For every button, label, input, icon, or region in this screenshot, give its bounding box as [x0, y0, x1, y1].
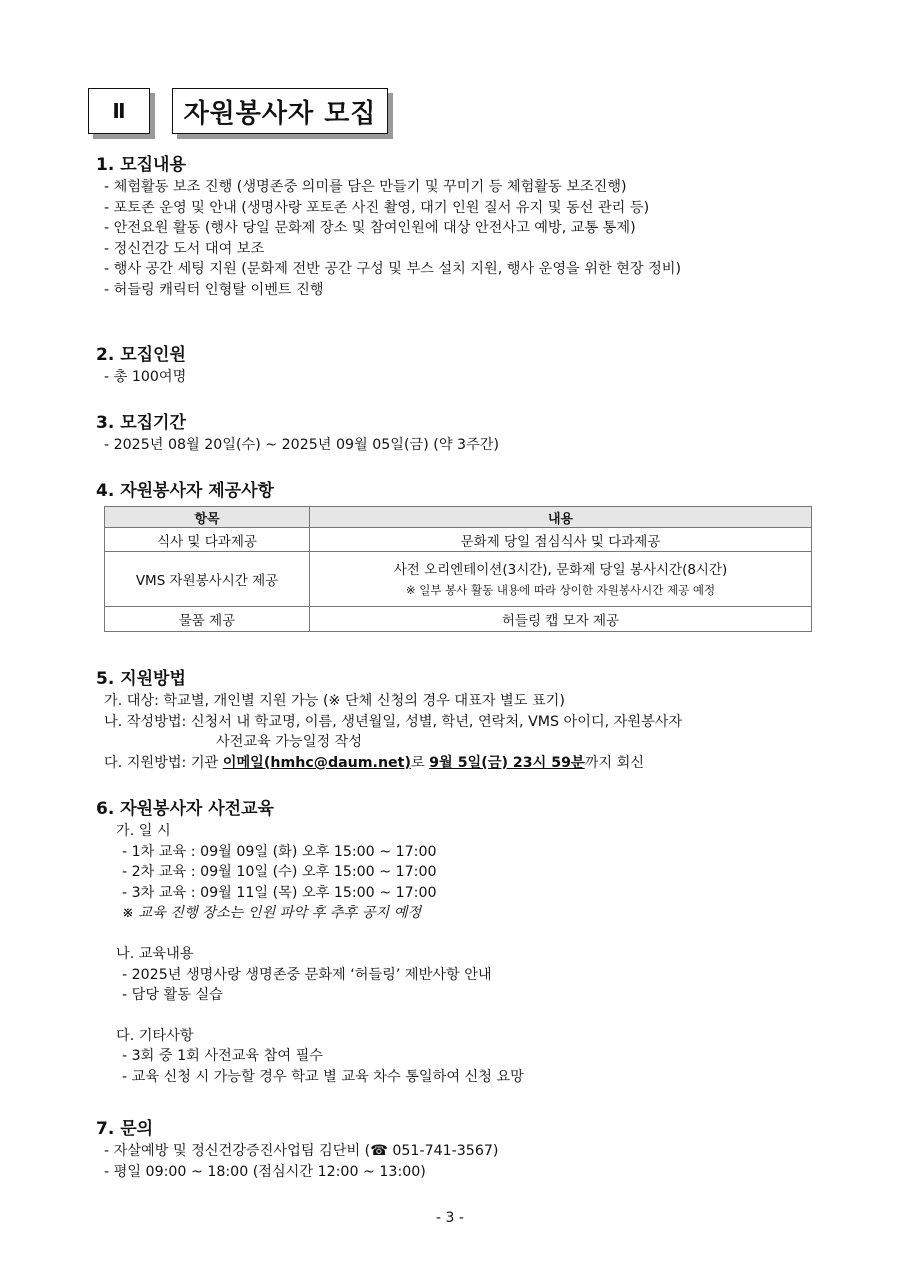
list-item: - 2차 교육 : 09월 10일 (수) 오후 15:00 ~ 17:00: [122, 864, 437, 881]
list-item: - 허들링 캐릭터 인형탈 이벤트 진행: [104, 281, 324, 298]
table-header-row: [105, 507, 812, 528]
list-item: - 교육 신청 시 가능할 경우 학교 별 교육 차수 통일하여 신청 요망: [122, 1068, 524, 1085]
table-header-content: 내용: [310, 507, 812, 528]
section-heading: 7. 문의: [96, 1119, 154, 1139]
section-recruit-count: [96, 343, 836, 388]
education-note: ※ 교육 진행 장소는 인원 파악 후 추후 공지 예정: [122, 905, 422, 922]
table-row: [105, 607, 812, 632]
table-cell-note: ※ 일부 봉사 활동 내용에 따라 상이한 자원봉사시간 제공 예정: [405, 583, 716, 597]
contact-item: - 평일 09:00 ~ 18:00 (점심시간 12:00 ~ 13:00): [104, 1163, 426, 1180]
table-row: [105, 552, 812, 607]
list-item: - 행사 공간 세팅 지원 (문화제 전반 공간 구성 및 부스 설치 지원, 행사 운영을 위한 현장 정비): [104, 261, 682, 278]
list-item: - 안전요원 활동 (행사 당일 문화제 장소 및 참여인원에 대상 안전사고 예방, 교통 통제): [104, 220, 636, 237]
benefits-table: [104, 506, 812, 632]
section-pre-education: [96, 797, 836, 1088]
page-number: - 3 -: [436, 1210, 464, 1226]
section-heading: 3. 모집기간: [96, 413, 186, 433]
list-item: - 2025년 08월 20일(수) ~ 2025년 09월 05일(금) (약 3주간): [104, 437, 500, 453]
apply-form-line-1: 나. 작성방법: 신청서 내 학교명, 이름, 생년월일, 성별, 학년, 연락처, VMS 아이디, 자원봉사자: [104, 713, 683, 730]
chapter-number: Ⅱ: [88, 88, 150, 134]
table-cell-content: [310, 552, 812, 607]
table-row: [105, 528, 812, 552]
sub-heading: 다. 기타사항: [116, 1027, 194, 1044]
apply-submit-suffix: 까지 회신: [584, 754, 645, 771]
table-header-item: 항목: [105, 507, 310, 528]
list-item: - 총 100여명: [104, 369, 187, 385]
list-item: - 3차 교육 : 09월 11일 (목) 오후 15:00 ~ 17:00: [122, 884, 437, 901]
apply-target: 가. 대상: 학교별, 개인별 지원 가능 (※ 단체 신청의 경우 대표자 별도 표기): [104, 693, 565, 709]
section-apply-method: [96, 667, 836, 773]
section-heading: 1. 모집내용: [96, 155, 186, 175]
list-item: - 정신건강 도서 대여 보조: [104, 240, 265, 257]
table-cell-item: 물품 제공: [105, 607, 310, 632]
contact-item: - 자살예방 및 정신건강증진사업팀 김단비 (☎ 051-741-3567): [104, 1143, 499, 1159]
list-item: - 1차 교육 : 09월 09일 (화) 오후 15:00 ~ 17:00: [122, 843, 437, 860]
list-item: - 3회 중 1회 사전교육 참여 필수: [122, 1048, 323, 1065]
table-cell-item: 식사 및 다과제공: [105, 528, 310, 552]
apply-deadline: 9월 5일(금) 23시 59분: [429, 754, 585, 771]
section-heading: 4. 자원봉사자 제공사항: [96, 481, 274, 501]
list-item: - 체험활동 보조 진행 (생명존중 의미를 담은 만들기 및 꾸미기 등 체험활동 보조진행): [104, 179, 627, 195]
section-recruit-content: [96, 153, 836, 301]
section-heading: 2. 모집인원: [96, 345, 186, 365]
section-contact: [96, 1117, 836, 1182]
list-item: - 2025년 생명사랑 생명존중 문화제 ‘허들링’ 제반사항 안내: [122, 966, 492, 983]
table-cell-content: 허들링 캡 모자 제공: [310, 607, 812, 632]
sub-heading: 나. 교육내용: [116, 945, 194, 962]
sub-heading: 가. 일 시: [116, 823, 171, 839]
table-cell-item: VMS 자원봉사시간 제공: [105, 552, 310, 607]
apply-form-line-2: 사전교육 가능일정 작성: [216, 734, 363, 751]
section-recruit-period: [96, 411, 836, 456]
apply-submit-prefix: 다. 지원방법: 기관: [104, 754, 223, 771]
list-item: - 포토존 운영 및 안내 (생명사랑 포토존 사진 촬영, 대기 인원 질서 유지 및 동선 관리 등): [104, 199, 650, 216]
section-benefits: [96, 479, 836, 503]
section-heading: 6. 자원봉사자 사전교육: [96, 799, 274, 819]
list-item: - 담당 활동 실습: [122, 987, 223, 1004]
apply-email: 이메일(hmhc@daum.net): [222, 754, 411, 771]
chapter-title: 자원봉사자 모집: [172, 88, 388, 134]
section-heading: 5. 지원방법: [96, 669, 186, 689]
table-cell-content-text: 사전 오리엔테이션(3시간), 문화제 당일 봉사시간(8시간): [393, 562, 728, 578]
apply-submit: [96, 753, 836, 774]
table-cell-content: 문화제 당일 점심식사 및 다과제공: [310, 528, 812, 552]
apply-submit-mid: 로: [410, 754, 430, 771]
